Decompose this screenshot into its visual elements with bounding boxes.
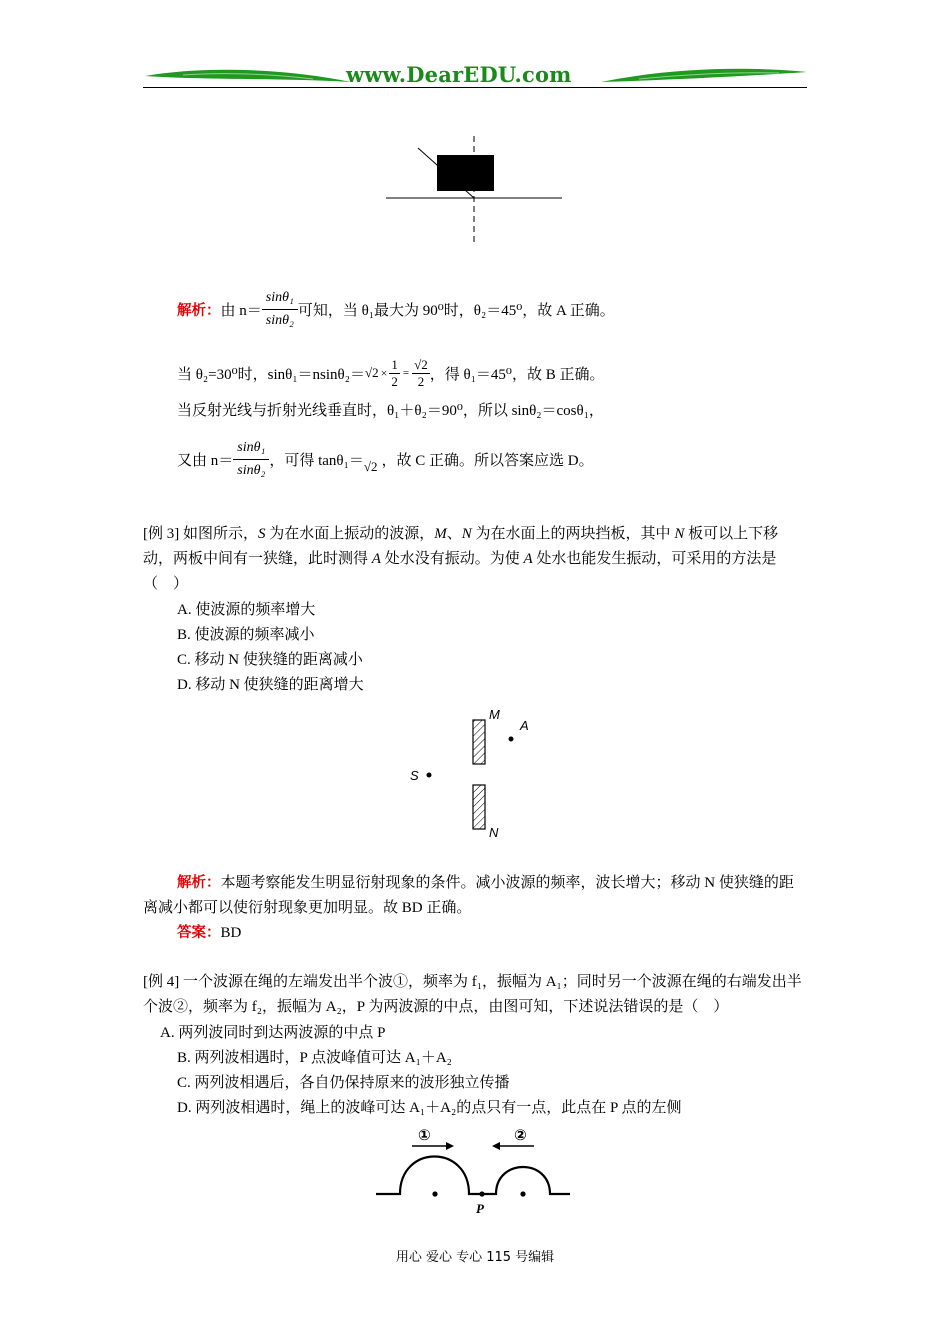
label-M: M <box>489 707 500 722</box>
example4-option-a: A. 两列波同时到达两波源的中点 P <box>160 1025 386 1041</box>
header-site-name[interactable]: www.DearEDU.com <box>346 62 572 87</box>
analysis1-line1 <box>177 284 615 334</box>
frac-den: sinθ₂ <box>237 462 266 478</box>
answer-value: BD <box>220 925 242 941</box>
var-N: N <box>674 526 685 542</box>
example4-option-d: D. 两列波相遇时，绳上的波峰可达 A₁＋A₂的点只有一点，此点在 P 点的左侧 <box>177 1100 682 1116</box>
figure-rope-waves <box>374 1124 574 1216</box>
stem-part: 处水也能发生振动，可采用的方法是（ ） <box>143 551 777 592</box>
stem-part: 处水没有振动。为使 <box>380 551 524 567</box>
header-rule <box>143 87 807 88</box>
figure-barrier-slit <box>405 705 535 840</box>
analysis-text: 本题考察能发生明显衍射现象的条件。减小波源的频率，波长增大；移动 N 使狭缝的距离减小都可以使衍射现象更加明显。故 BD 正确。 <box>143 875 794 916</box>
var-N: N <box>461 526 472 542</box>
example3-analysis <box>143 871 807 921</box>
frac-den: 2 <box>417 373 425 389</box>
times-sign: × <box>380 365 388 380</box>
source-S-dot <box>427 773 432 778</box>
stem-part: 为在水面上振动的波源， <box>265 526 435 542</box>
fraction-half <box>389 357 400 390</box>
analysis1-l4-pre: 又由 n＝ <box>177 452 234 469</box>
stem-part: 为在水面上的两块挡板，其中 <box>471 526 675 542</box>
example4-stem: [例 4] 一个波源在绳的左端发出半个波①，频率为 f₁，振幅为 A₁；同时另一个波源在绳的右端发出半个波②，频率为 f₂，振幅为 A₂，P 为两波源的中点，由图可知，下述说法错误的是（ ） <box>143 974 802 1015</box>
frac-num: sinθ₁ <box>262 287 298 310</box>
analysis1-l2-pre: 当 θ₂=30⁰时，sinθ₁＝nsinθ₂＝ <box>177 366 365 383</box>
example3-answer <box>177 921 241 946</box>
pulse1-dot <box>432 1191 437 1196</box>
example3-option-d: D. 移动 N 使狭缝的距离增大 <box>177 677 364 693</box>
example3-option-c: C. 移动 N 使狭缝的距离减小 <box>177 652 363 668</box>
arrow-left-head <box>492 1142 500 1150</box>
pulse2-dot <box>520 1191 525 1196</box>
frac-num: 1 <box>391 356 398 372</box>
black-block <box>437 155 494 191</box>
analysis-label: 解析： <box>177 875 221 891</box>
analysis1-line4 <box>177 434 594 484</box>
arrow-right-head <box>446 1142 454 1150</box>
fraction-root2-over-2 <box>412 357 430 390</box>
frac-num: √2 <box>414 356 428 372</box>
point-A-dot <box>509 737 514 742</box>
analysis1-line2 <box>177 350 604 396</box>
figure-block-on-surface <box>386 136 566 248</box>
barrier-M <box>473 720 485 764</box>
analysis1-l4-mid: ，可得 tanθ₁＝ <box>269 452 364 469</box>
page-header <box>143 60 807 92</box>
sqrt-two: √2 <box>364 365 379 380</box>
var-A: A <box>523 551 533 567</box>
sqrt-two-2: √2 <box>363 459 378 474</box>
stem-part: 、 <box>446 526 462 542</box>
label-wave1: ① <box>418 1126 431 1144</box>
stem-part: 板可以上下移动，两板中间有一狭缝，此时测得 <box>143 526 779 567</box>
example3-option-b: B. 使波源的频率减小 <box>177 627 315 643</box>
fraction-sin-ratio <box>262 287 298 332</box>
label-A: A <box>520 718 529 733</box>
example3-option-a: A. 使波源的频率增大 <box>177 602 316 618</box>
example4-option-c: C. 两列波相遇后，各自仍保持原来的波形独立传播 <box>177 1075 510 1091</box>
frac-den: sinθ₂ <box>265 312 294 328</box>
frac-den: 2 <box>391 373 398 389</box>
var-M: M <box>434 526 447 542</box>
analysis1-line3: 当反射光线与折射光线垂直时，θ₁＋θ₂＝90⁰，所以 sinθ₂＝cosθ₁， <box>177 403 604 419</box>
fraction-sin-ratio-2 <box>233 437 269 482</box>
analysis-label: 解析： <box>177 302 221 319</box>
answer-label: 答案： <box>177 925 221 941</box>
point-P-dot <box>479 1191 484 1196</box>
label-P: P <box>476 1201 484 1216</box>
var-A: A <box>371 551 381 567</box>
label-wave2: ② <box>514 1126 527 1144</box>
equals-sign: = <box>402 367 410 379</box>
analysis1-l4-post: ，故 C 正确。所以答案应选 D。 <box>381 452 594 469</box>
page-footer: 用心 爱心 专心 115 号编辑 <box>395 1250 555 1265</box>
example4-option-b: B. 两列波相遇时，P 点波峰值可达 A₁＋A₂ <box>177 1050 452 1066</box>
stem-part: [例 3] 如图所示， <box>143 526 258 542</box>
analysis1-l1-pre: 由 n＝ <box>220 302 262 319</box>
analysis1-l1-post: 可知，当 θ₁最大为 90⁰时，θ₂＝45⁰，故 A 正确。 <box>297 302 615 319</box>
rope-with-pulses <box>376 1157 570 1195</box>
label-N: N <box>489 825 499 840</box>
label-S: S <box>410 768 419 783</box>
example3-stem <box>143 522 807 597</box>
barrier-N <box>473 785 485 829</box>
frac-num: sinθ₁ <box>233 437 269 460</box>
analysis1-l2-post: ，得 θ₁＝45⁰，故 B 正确。 <box>429 366 605 383</box>
var-S: S <box>258 526 266 542</box>
